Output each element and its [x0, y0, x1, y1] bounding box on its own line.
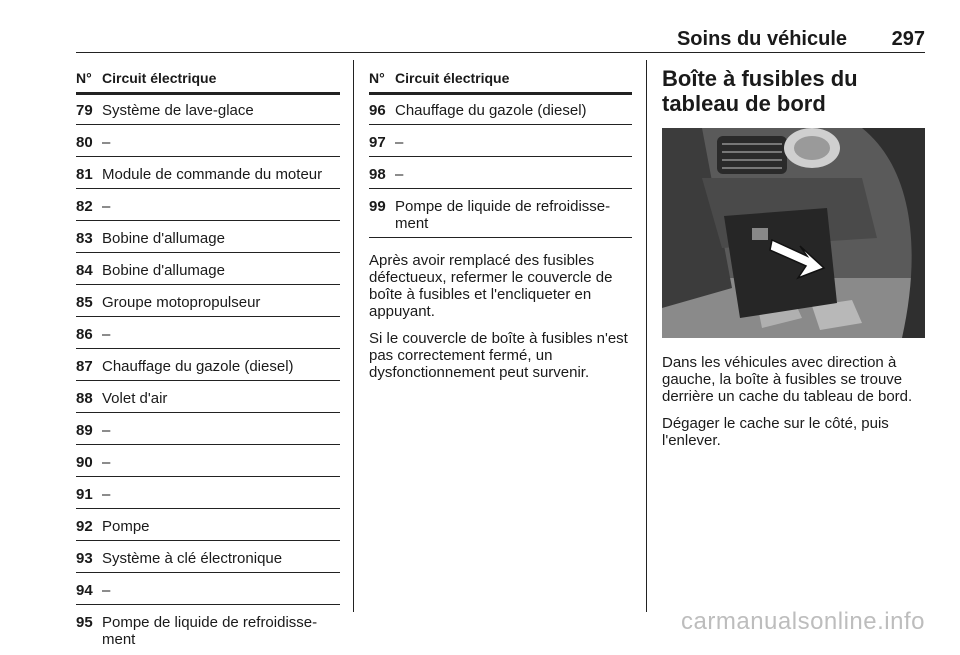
fuse-row: [76, 319, 340, 349]
fuse-row: [369, 159, 632, 189]
fuse-number: 81: [76, 166, 93, 183]
fuse-circuit: Pompe: [102, 518, 150, 535]
warning-paragraph: Si le couvercle de boîte à fusibles n'est pas correctement fermé, un dysfonctionnement peut survenir.: [369, 330, 628, 381]
fuse-number: 79: [76, 102, 93, 119]
fuse-number: 80: [76, 134, 93, 151]
table-header: [369, 60, 632, 95]
fuse-number: 84: [76, 262, 93, 279]
fuse-row: [76, 479, 340, 509]
table-header: [76, 60, 340, 95]
fuse-number: 93: [76, 550, 93, 567]
header-number: N°: [76, 70, 92, 86]
fuse-circuit: –: [395, 134, 404, 151]
watermark: carmanualsonline.info: [681, 608, 925, 635]
fuse-circuit: –: [102, 134, 111, 151]
instruction-paragraph: Après avoir remplacé des fusibles défectueux, refermer le couvercle de boîte à fusibles et l'encliqueter en appuyant.: [369, 252, 613, 320]
fuse-row: [76, 511, 340, 541]
section-title: Soins du véhicule: [676, 28, 847, 50]
fuse-number: 96: [369, 102, 386, 119]
fuse-circuit: –: [395, 166, 404, 183]
fuse-circuit: Bobine d'allumage: [102, 230, 225, 247]
header-number: N°: [369, 70, 385, 86]
fuse-circuit: –: [102, 198, 111, 215]
fuse-number: 91: [76, 486, 93, 503]
fuse-circuit: Groupe motopropulseur: [102, 294, 261, 311]
fuse-number: 89: [76, 422, 93, 439]
fuse-row: [76, 383, 340, 413]
fuse-number: 92: [76, 518, 93, 535]
fuse-number: 97: [369, 134, 386, 151]
fuse-circuit: –: [102, 582, 111, 599]
fuse-row: [76, 255, 340, 285]
fuse-table-left: [76, 60, 340, 655]
section-heading: Boîte à fusibles du tableau de bord: [662, 66, 858, 116]
fuse-circuit: Système de lave-glace: [102, 102, 254, 119]
fuse-number: 90: [76, 454, 93, 471]
column-divider: [646, 60, 647, 612]
fuse-row: [76, 415, 340, 445]
fuse-row: [76, 607, 340, 653]
fuse-row: [76, 127, 340, 157]
fuse-number: 94: [76, 582, 93, 599]
column-divider: [353, 60, 354, 612]
removal-paragraph: Dégager le cache sur le côté, puis l'enlever.: [662, 415, 889, 449]
fuse-row: [369, 191, 632, 238]
fuse-number: 83: [76, 230, 93, 247]
header-circuit: Circuit électrique: [395, 70, 510, 86]
fuse-row: [76, 351, 340, 381]
fuse-circuit: Chauffage du gazole (diesel): [102, 358, 294, 375]
fuse-number: 85: [76, 294, 93, 311]
fuse-circuit: Module de commande du moteur: [102, 166, 323, 183]
location-paragraph: Dans les véhicules avec direction à gauche, la boîte à fusibles se trouve derrière un cache du tableau de bord.: [662, 354, 913, 405]
fuse-circuit: Bobine d'allumage: [102, 262, 225, 279]
fuse-number: 86: [76, 326, 93, 343]
fuse-number: 98: [369, 166, 386, 183]
fuse-row: [369, 95, 632, 125]
fuse-circuit: Pompe de liquide de refroidisse- ment: [395, 198, 611, 232]
fuse-row: [76, 95, 340, 125]
fuse-circuit: Pompe de liquide de refroidisse- ment: [102, 614, 318, 648]
fuse-circuit: Volet d'air: [102, 390, 168, 407]
fuse-row: [369, 127, 632, 157]
fuse-row: [76, 447, 340, 477]
fusebox-location-photo: [662, 128, 925, 338]
fuse-number: 95: [76, 614, 93, 631]
fuse-circuit: –: [102, 422, 111, 439]
fuse-circuit: –: [102, 486, 111, 503]
fuse-number: 99: [369, 198, 386, 215]
fuse-circuit: –: [102, 326, 111, 343]
fuse-circuit: Chauffage du gazole (diesel): [395, 102, 587, 119]
fuse-circuit: Système à clé électronique: [102, 550, 283, 567]
fuse-row: [76, 575, 340, 605]
page-header: [76, 26, 925, 53]
fuse-row: [76, 543, 340, 573]
fuse-circuit: –: [102, 454, 111, 471]
fuse-table-right: [369, 60, 632, 381]
dashboard-fusebox-section: [662, 60, 925, 449]
fuse-row: [76, 191, 340, 221]
fuse-number: 88: [76, 390, 93, 407]
header-circuit: Circuit électrique: [102, 70, 217, 86]
fuse-row: [76, 223, 340, 253]
page-number: 297: [891, 28, 925, 50]
fuse-number: 82: [76, 198, 93, 215]
fuse-row: [76, 287, 340, 317]
fuse-number: 87: [76, 358, 93, 375]
fuse-row: [76, 159, 340, 189]
